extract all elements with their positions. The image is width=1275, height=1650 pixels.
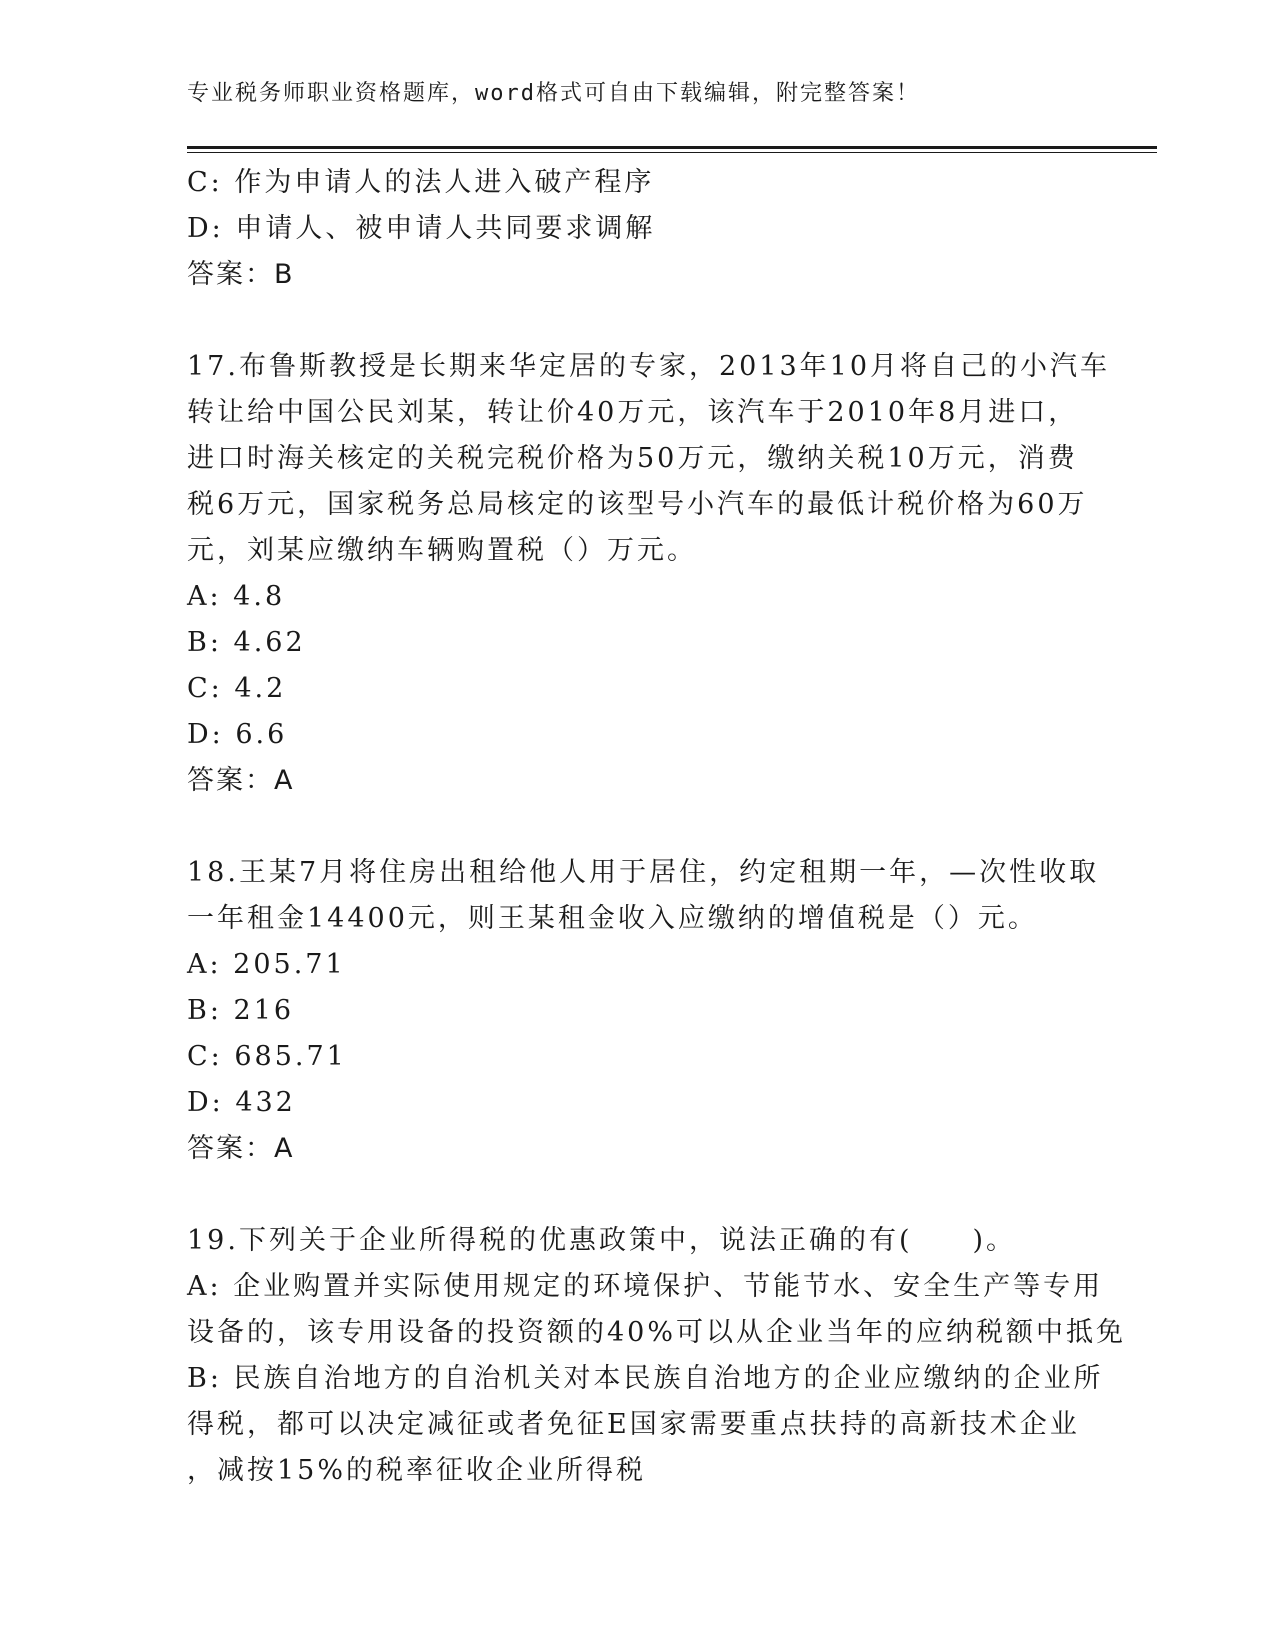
option-line: A: 企业购置并实际使用规定的环境保护、节能节水、安全生产等专用 bbox=[187, 1271, 1104, 1302]
question-17 bbox=[187, 344, 1111, 804]
question-stem-line: 元，刘某应缴纳车辆购置税（）万元。 bbox=[187, 535, 697, 566]
option-b: B: 216 bbox=[187, 995, 295, 1026]
option-c: C: 685.71 bbox=[187, 1041, 347, 1072]
option-d: D: 432 bbox=[187, 1087, 296, 1118]
question-stem-line: 一年租金14400元，则王某租金收入应缴纳的增值税是（）元。 bbox=[187, 903, 1038, 934]
question-stem-line: 18.王某7月将住房出租给他人用于居住，约定租期一年，—次性收取 bbox=[187, 857, 1100, 888]
option-d: D: 6.6 bbox=[187, 719, 288, 750]
option-line: 得税，都可以决定减征或者免征E国家需要重点扶持的高新技术企业 bbox=[187, 1409, 1080, 1440]
page-header: 专业税务师职业资格题库，word格式可自由下载编辑，附完整答案！ bbox=[187, 81, 920, 106]
question-18 bbox=[187, 850, 1100, 1172]
option-c: C: 4.2 bbox=[187, 673, 287, 704]
question-stem-line: 17.布鲁斯教授是长期来华定居的专家，2013年10月将自己的小汽车 bbox=[187, 351, 1111, 382]
option-line: B: 民族自治地方的自治机关对本民族自治地方的企业应缴纳的企业所 bbox=[187, 1363, 1104, 1394]
option-line: 设备的，该专用设备的投资额的40%可以从企业当年的应纳税额中抵免 bbox=[187, 1317, 1127, 1348]
question-19 bbox=[187, 1218, 1127, 1494]
spacer bbox=[187, 298, 1087, 344]
answer-line: 答案：A bbox=[187, 1133, 295, 1164]
option-a: A: 4.8 bbox=[187, 581, 286, 612]
option-d: D: 申请人、被申请人共同要求调解 bbox=[187, 213, 656, 244]
spacer bbox=[187, 1172, 1087, 1218]
option-a: A: 205.71 bbox=[187, 949, 346, 980]
answer-line: 答案：B bbox=[187, 259, 295, 290]
question-stem-line: 进口时海关核定的关税完税价格为50万元，缴纳关税10万元，消费 bbox=[187, 443, 1078, 474]
answer-line: 答案：A bbox=[187, 765, 295, 796]
spacer bbox=[187, 804, 1087, 850]
question-stem-line: 转让给中国公民刘某，转让价40万元，该汽车于2010年8月进口， bbox=[187, 397, 1079, 428]
option-c: C: 作为申请人的法人进入破产程序 bbox=[187, 167, 655, 198]
header-rule-thick bbox=[187, 146, 1157, 149]
option-line: ，减按15%的税率征收企业所得税 bbox=[187, 1455, 647, 1486]
question-stem-line: 19.下列关于企业所得税的优惠政策中，说法正确的有( )。 bbox=[187, 1225, 1017, 1256]
option-b: B: 4.62 bbox=[187, 627, 306, 658]
header-rule-thin bbox=[187, 152, 1157, 153]
question-stem-line: 税6万元，国家税务总局核定的该型号小汽车的最低计税价格为60万 bbox=[187, 489, 1088, 520]
document-body bbox=[187, 160, 1127, 1494]
